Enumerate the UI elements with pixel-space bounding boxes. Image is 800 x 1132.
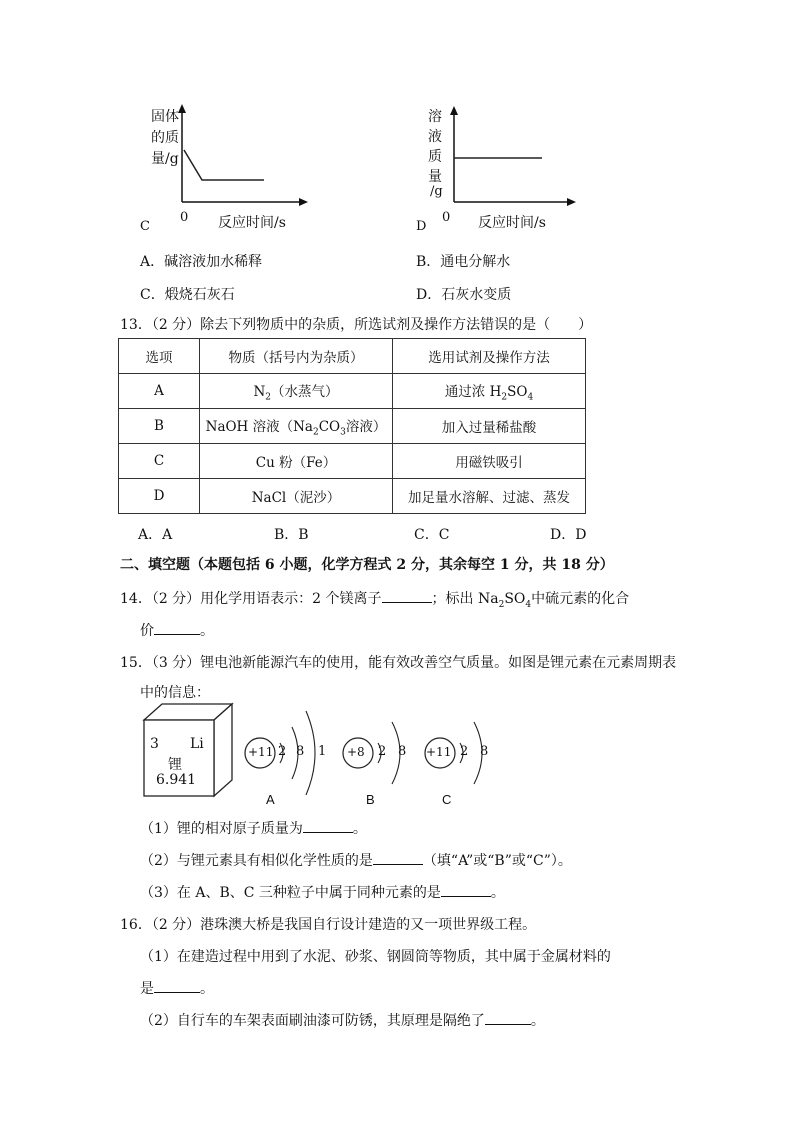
q15-line-2: 中的信息：	[140, 685, 210, 701]
atom-a-label: A	[266, 792, 275, 807]
graph-d-letter: D	[416, 219, 427, 234]
formula-text: （水蒸气）	[271, 383, 339, 400]
graph-c-xlabel: 反应时间/s	[218, 215, 286, 231]
table-cell-option: D	[119, 479, 200, 514]
q14-text: 。	[200, 623, 214, 639]
table-cell-option: A	[119, 374, 200, 409]
atom-a-shell-1: 2	[278, 744, 287, 759]
q16-sub-1-line-2	[140, 978, 214, 998]
q16-text: 是	[140, 981, 154, 997]
graph-d-origin: 0	[442, 210, 451, 225]
formula-text: N	[253, 383, 266, 400]
formula-subscript: 3	[340, 427, 346, 438]
atom-a-nucleus: +11	[248, 745, 274, 759]
q16-text: （2）自行车的车架表面刷油漆可防锈，其原理是隔绝了	[140, 1013, 485, 1029]
q12-option-a: A．碱溶液加水稀释	[140, 254, 263, 270]
q14-text: 14．（2 分）用化学用语表示：2 个镁离子	[120, 591, 382, 607]
atom-c-nucleus: +11	[426, 745, 452, 759]
q12-option-b: B．通电分解水	[416, 254, 511, 270]
q15-text: 。	[490, 885, 505, 901]
formula-text: CO	[318, 418, 341, 435]
element-number: 3	[150, 736, 159, 752]
atom-a-shell-3: 1	[318, 744, 327, 759]
graph-d-ylabel-2: 液	[428, 129, 442, 145]
table-cell-substance	[200, 374, 393, 409]
q12-option-c: C．煅烧石灰石	[140, 287, 235, 303]
formula-subscript: 2	[312, 427, 319, 438]
q16-sub-2	[140, 1010, 545, 1030]
answer-blank[interactable]	[373, 850, 423, 865]
graph-d-ylabel-1: 溶	[428, 109, 442, 125]
q14-text: 中硫元素的化合	[531, 591, 630, 607]
formula-subscript: 4	[527, 392, 534, 403]
graph-d-xlabel: 反应时间/s	[478, 215, 546, 231]
q15-text: （1）锂的相对原子质量为	[140, 821, 303, 837]
table-cell-method	[393, 374, 586, 409]
graph-d-ylabel-4: 量	[428, 169, 442, 185]
table-row	[119, 479, 586, 514]
atom-c-shell-2: 8	[480, 744, 489, 759]
graph-c-ylabel-1: 固体	[151, 109, 179, 125]
formula-subscript: 2	[501, 392, 508, 403]
q14-text: SO	[504, 591, 526, 607]
q12-option-d: D．石灰水变质	[416, 287, 512, 303]
q15-text: （2）与锂元素具有相似化学性质的是	[140, 853, 373, 869]
q15-sub-3	[140, 882, 505, 902]
atom-c-label: C	[442, 792, 452, 807]
answer-blank[interactable]	[485, 1010, 531, 1025]
q14-text: ；标出 Na	[431, 591, 499, 607]
table-cell-substance: NaCl（泥沙）	[200, 479, 393, 514]
table-header-row	[119, 339, 586, 374]
table-header: 选项	[119, 339, 200, 374]
q13-stem: 13．（2 分）除去下列物质中的杂质，所选试剂及操作方法错误的是（ ）	[120, 317, 593, 333]
q15-line-1: 15．（3 分）锂电池新能源汽车的使用，能有效改善空气质量。如图是锂元素在元素周期表	[120, 655, 677, 671]
answer-blank[interactable]	[382, 588, 432, 603]
table-row	[119, 409, 586, 444]
atom-b-shell-1: 2	[378, 744, 387, 759]
q13-answer-d: D．D	[550, 527, 587, 543]
q14-text: 价	[140, 623, 154, 639]
graph-c-letter: C	[140, 219, 150, 234]
q14-line-1	[120, 588, 629, 610]
atom-b-shell-2: 8	[398, 744, 407, 759]
formula-subscript: 2	[265, 392, 272, 403]
formula-subscript: 2	[498, 599, 505, 610]
table-cell-substance	[200, 409, 393, 444]
table-cell-option: C	[119, 444, 200, 479]
q15-text: （3）在 A、B、C 三种粒子中属于同种元素的是	[140, 885, 441, 901]
atom-b-nucleus: +8	[347, 745, 365, 759]
formula-text: NaOH 溶液（Na	[205, 418, 313, 435]
q16-text: 。	[200, 981, 214, 997]
graph-c-ylabel-3: 量/g	[151, 151, 179, 167]
answer-blank[interactable]	[154, 978, 200, 993]
table-row	[119, 374, 586, 409]
element-name: 锂	[168, 757, 182, 773]
formula-text: 通过浓 H	[444, 383, 502, 400]
q16-sub-1-line-1: （1）在建造过程中用到了水泥、砂浆、钢圆筒等物质，其中属于金属材料的	[140, 949, 611, 965]
table-cell-method: 用磁铁吸引	[393, 444, 586, 479]
formula-text: 溶液）	[345, 418, 387, 435]
q15-sub-2	[140, 850, 572, 870]
table-cell-method: 加足量水溶解、过滤、蒸发	[393, 479, 586, 514]
q15-sub-1	[140, 818, 367, 838]
q15-text: （填“A”或“B”或“C”）。	[422, 853, 572, 869]
answer-blank[interactable]	[154, 620, 200, 635]
q15-text: 。	[352, 821, 367, 837]
atom-c-shell-1: 2	[460, 744, 469, 759]
graph-c-ylabel-2: 的质	[151, 130, 179, 146]
graph-d-ylabel-5: /g	[430, 184, 443, 199]
q13-table	[118, 338, 586, 514]
formula-text: SO	[507, 383, 528, 400]
answer-blank[interactable]	[441, 882, 491, 897]
q13-answer-a: A．A	[138, 527, 173, 543]
q13-answer-c: C．C	[414, 527, 450, 543]
graph-c-origin: 0	[180, 210, 189, 225]
table-header: 选用试剂及操作方法	[393, 339, 586, 374]
table-row	[119, 444, 586, 479]
q14-line-2	[140, 620, 214, 640]
answer-blank[interactable]	[303, 818, 353, 833]
section-2-heading: 二、填空题（本题包括 6 小题，化学方程式 2 分，其余每空 1 分，共 18 分）	[120, 557, 614, 573]
element-symbol: Li	[190, 736, 204, 752]
element-mass: 6.941	[156, 772, 197, 788]
formula-subscript: 4	[525, 599, 532, 610]
table-cell-method: 加入过量稀盐酸	[393, 409, 586, 444]
q16-line-1: 16．（2 分）港珠澳大桥是我国自行设计建造的又一项世界级工程。	[120, 917, 537, 933]
atom-a-shell-2: 8	[296, 744, 305, 759]
graph-d-ylabel-3: 质	[428, 149, 442, 165]
table-header: 物质（括号内为杂质）	[200, 339, 393, 374]
q13-answer-b: B．B	[274, 527, 309, 543]
q16-text: 。	[530, 1013, 545, 1029]
table-cell-option: B	[119, 409, 200, 444]
atom-b-label: B	[366, 792, 375, 807]
table-cell-substance: Cu 粉（Fe）	[200, 444, 393, 479]
